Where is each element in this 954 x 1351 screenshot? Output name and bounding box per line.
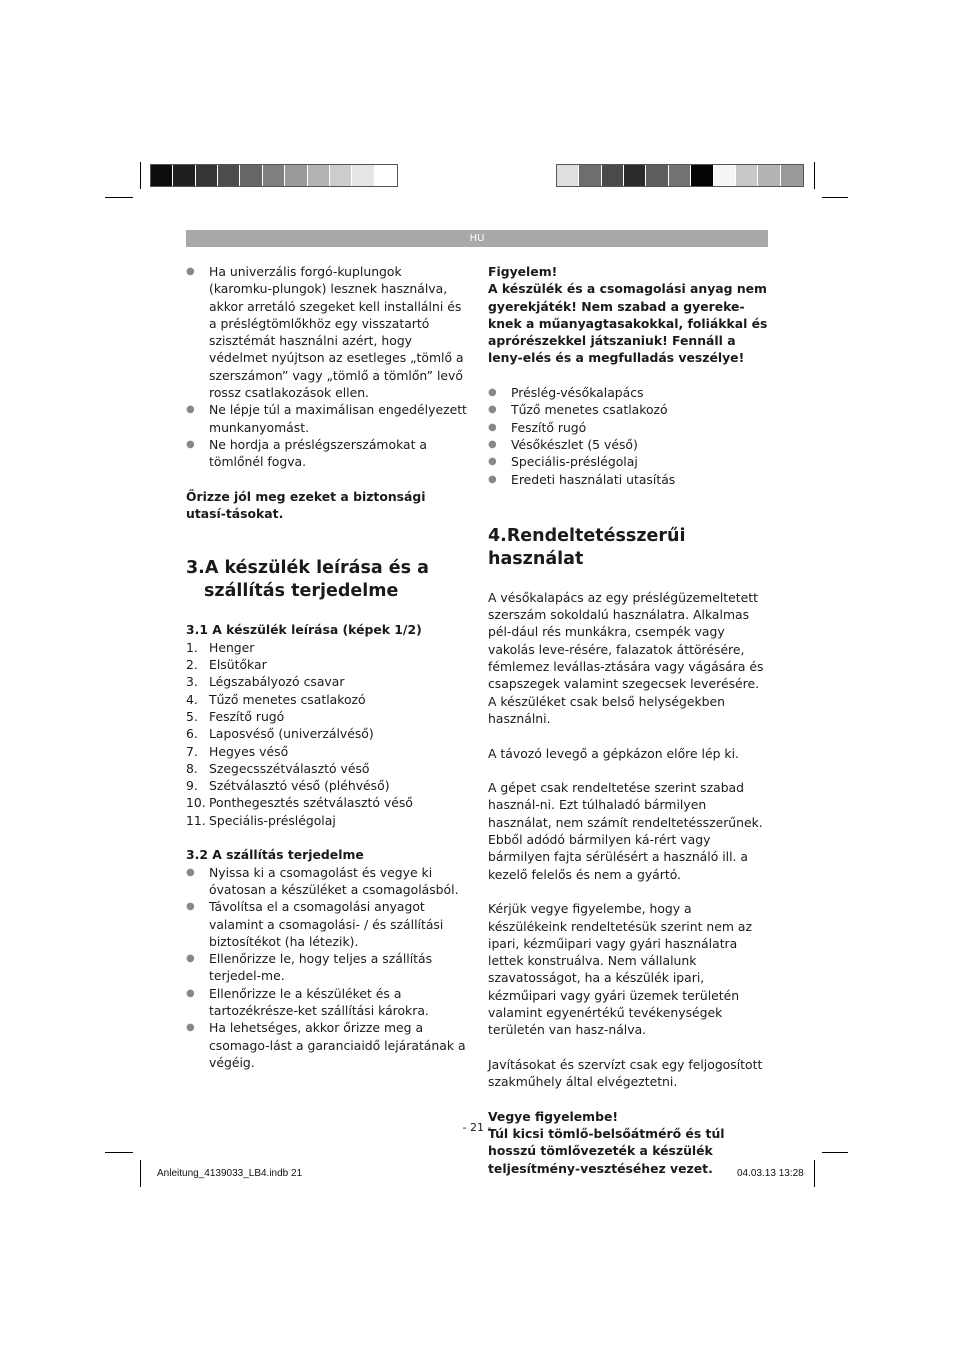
contents-bullet-text: Feszítő rugó — [511, 419, 587, 435]
contents-bullet-item — [488, 419, 770, 436]
bullet-icon: ● — [488, 404, 497, 416]
bullet-icon: ● — [488, 421, 497, 433]
section-3-title — [186, 557, 468, 603]
bullet-icon: ● — [186, 438, 195, 450]
part-name: Laposvéső (univerzálvéső) — [209, 726, 374, 742]
part-number: 10. — [186, 795, 206, 811]
part-list-item — [186, 656, 468, 673]
part-list-item — [186, 708, 468, 725]
safety-bullet-text: Ne hordja a préslégszerszámokat a tömlőnél fogva. — [209, 436, 428, 470]
part-number: 6. — [186, 726, 198, 742]
part-name: Szegecsszétválasztó véső — [209, 760, 370, 776]
color-swatch — [308, 165, 330, 186]
part-number: 9. — [186, 778, 198, 794]
color-swatch — [557, 165, 579, 186]
part-name: Tűző menetes csatlakozó — [209, 691, 366, 707]
safety-bullet-text: Ha univerzális forgó-kuplungok (karomku-plungok) lesznek használva, akkor arretáló szegeket kell installálni és a préslégtömlőkhöz egy visszatartó szisztémát használni azért, hogy védelmet nyújtson az esetleges „tömlő a szerszámon” vagy „tömlő a tömlőn” levő rossz csatlakozások ellen. — [209, 264, 464, 401]
part-list-item — [186, 777, 468, 794]
bullet-icon: ● — [186, 901, 195, 913]
part-number: 4. — [186, 691, 198, 707]
part-name: Elsütőkar — [209, 657, 267, 673]
usage-paragraph-4: Kérjük vegye figyelembe, hogy a készülékeink rendeltetésük szerint nem az ipari, kézműipari vagy gyári használatra lettek konstruálva. Nem vállalunk szavatosságot, ha a készülék ipari, kézműipari vagy gyári üzemek területén valamint egyenértékű tevékenységek területén van hasz-nálva. — [488, 901, 752, 1038]
contents-bullet-item — [488, 401, 770, 418]
part-name: Szétválasztó véső (pléhvéső) — [209, 778, 390, 794]
language-code: HU — [469, 233, 485, 244]
color-calibration-bar-right — [556, 164, 804, 187]
crop-mark — [140, 162, 141, 189]
usage-paragraph-2: A távozó levegő a gépkázon előre lép ki. — [488, 745, 739, 761]
color-swatch — [646, 165, 668, 186]
delivery-bullet-item — [186, 950, 468, 985]
part-number: 2. — [186, 657, 198, 673]
bullet-icon: ● — [488, 438, 497, 450]
section-3-title-line1: 3.A készülék leírása és a — [186, 558, 429, 579]
part-number: 5. — [186, 708, 198, 724]
bullet-icon: ● — [488, 387, 497, 399]
footer-date: 04.03.13 13:28 — [737, 1168, 804, 1179]
bullet-icon: ● — [186, 404, 195, 416]
bullet-icon: ● — [186, 866, 195, 878]
crop-mark — [822, 197, 848, 198]
color-swatch — [579, 165, 601, 186]
crop-mark — [140, 1160, 141, 1187]
bullet-icon: ● — [488, 456, 497, 468]
delivery-bullet-text: Ellenőrizze le, hogy teljes a szállítás terjedel-me. — [209, 951, 433, 984]
safety-bullet-text: Ne lépje túl a maximálisan engedélyezett munkanyomást. — [209, 402, 467, 435]
delivery-bullet-text: Távolítsa el a csomagolási anyagot valamint a csomagolási- / és szállítási biztosítékot (ha létezik). — [209, 899, 444, 949]
part-number: 11. — [186, 812, 206, 828]
color-swatch — [218, 165, 240, 186]
color-swatch — [602, 165, 624, 186]
usage-paragraph-1b: A készüléket csak belső helységekben használni. — [488, 693, 726, 726]
part-list-item — [186, 743, 468, 760]
bullet-icon: ● — [186, 266, 195, 277]
color-swatch — [240, 165, 262, 186]
color-swatch — [375, 165, 397, 186]
contents-bullet-text: Eredeti használati utasítás — [511, 471, 676, 487]
contents-bullet-item — [488, 453, 770, 470]
color-swatch — [151, 165, 173, 186]
delivery-bullet-item — [186, 898, 468, 950]
part-name: Légszabályozó csavar — [209, 674, 345, 690]
section-4-title: 4.Rendeltetésszerűi használat — [488, 525, 686, 569]
safety-bullet-item — [186, 263, 468, 401]
part-number: 8. — [186, 760, 198, 776]
part-name: Hegyes véső — [209, 743, 289, 759]
contents-bullet-item — [488, 384, 770, 401]
part-list-item — [186, 794, 468, 811]
part-list-item — [186, 673, 468, 690]
part-list-item — [186, 725, 468, 742]
footer-filename: Anleitung_4139033_LB4.indb 21 — [157, 1168, 303, 1179]
color-swatch — [781, 165, 803, 186]
delivery-bullet-text: Ellenőrizze le a készüléket és a tartozékrésze-ket szállítási károkra. — [209, 985, 429, 1018]
color-swatch — [330, 165, 352, 186]
color-swatch — [691, 165, 713, 186]
section-3-title-line2: szállítás terjedelme — [204, 581, 399, 602]
part-list-item — [186, 812, 468, 829]
contents-bullet-text: Tűző menetes csatlakozó — [511, 402, 668, 418]
delivery-bullet-text: Ha lehetséges, akkor őrizze meg a csomago-lást a garanciaidő lejáratának a végéig. — [209, 1020, 466, 1070]
contents-bullet-item — [488, 436, 770, 453]
color-swatch — [736, 165, 758, 186]
color-swatch — [263, 165, 285, 186]
delivery-bullet-item — [186, 985, 468, 1020]
crop-mark — [822, 1152, 848, 1153]
language-band — [186, 230, 768, 247]
hose-note: Vegye figyelembe! Túl kicsi tömlő-belsőátmérő és túl hosszú tömlővezeték a készülék teljesítmény-vesztéséhez vezet. — [488, 1108, 725, 1176]
warning-text: Figyelem! A készülék és a csomagolási anyag nem gyerekjáték! Nem szabad a gyereke-knek a műanyagtasakokkal, foliákkal és aprórészekkel játszaniuk! Fennáll a leny-elés és a megfulladás veszélye! — [488, 264, 768, 366]
contents-bullet-text: Préslég-vésőkalapács — [511, 385, 644, 401]
color-swatch — [173, 165, 195, 186]
bullet-icon: ● — [186, 1022, 195, 1034]
color-swatch — [352, 165, 374, 186]
bullet-icon: ● — [186, 987, 195, 999]
crop-mark — [814, 162, 815, 189]
safety-bullet-item — [186, 436, 468, 471]
usage-paragraph-3: A gépet csak rendeltetése szerint szabad használ-ni. Ezt túlhaladó bármilyen használat, nem számít rendeltetésszerűnek. Ebből adódó bármilyen ká-rért vagy bármilyen fajta sérülésért a használó ill. a kezelő felelős és nem a gyártó. — [488, 780, 763, 882]
part-number: 1. — [186, 639, 198, 655]
crop-mark — [105, 197, 133, 198]
safety-keep-note: Őrizze jól meg ezeket a biztonsági utasí-tásokat. — [186, 488, 426, 522]
part-number: 7. — [186, 743, 198, 759]
page-number: - 21 - — [462, 1121, 492, 1134]
delivery-bullet-item — [186, 1019, 468, 1071]
delivery-bullet-text: Nyissa ki a csomagolást és vegye ki óvatosan a készüléket a csomagolásból. — [209, 864, 459, 897]
right-column — [488, 263, 770, 1177]
color-swatch — [196, 165, 218, 186]
crop-mark — [105, 1152, 133, 1153]
crop-mark — [814, 1160, 815, 1187]
color-swatch — [714, 165, 736, 186]
color-swatch — [758, 165, 780, 186]
part-list-item — [186, 691, 468, 708]
contents-bullet-item — [488, 471, 770, 488]
contents-bullet-text: Speciális-préslégolaj — [511, 454, 638, 470]
part-number: 3. — [186, 674, 198, 690]
part-name: Ponthegesztés szétválasztó véső — [209, 795, 413, 811]
part-name: Feszítő rugó — [209, 708, 285, 724]
left-column — [186, 263, 468, 1071]
safety-bullet-item — [186, 401, 468, 436]
bullet-icon: ● — [186, 953, 195, 965]
part-name: Henger — [209, 639, 255, 655]
contents-bullet-text: Vésőkészlet (5 véső) — [511, 436, 638, 452]
part-name: Speciális-préslégolaj — [209, 812, 336, 828]
subsection-3-2-title: 3.2 A szállítás terjedelme — [186, 847, 364, 863]
usage-paragraph-5: Javításokat és szervízt csak egy feljogosított szakműhely által elvégeztetni. — [488, 1056, 763, 1090]
color-swatch — [285, 165, 307, 186]
color-swatch — [669, 165, 691, 186]
color-swatch — [624, 165, 646, 186]
bullet-icon: ● — [488, 473, 497, 485]
delivery-bullet-item — [186, 864, 468, 899]
subsection-3-1-title: 3.1 A készülék leírása (képek 1/2) — [186, 622, 422, 638]
color-calibration-bar-left — [150, 164, 398, 187]
part-list-item — [186, 639, 468, 656]
usage-paragraph-1: A vésőkalapács az egy préslégüzemeltetett szerszám sokoldalú használatra. Alkalmas pél-dául rés munkákra, csempék vagy vakolás leve-résére, falazatok áttörésére, fémlemez levállas-ztására vagy vágására és csapszegek valamint szegecsek leverésére. — [488, 589, 764, 692]
part-list-item — [186, 760, 468, 777]
